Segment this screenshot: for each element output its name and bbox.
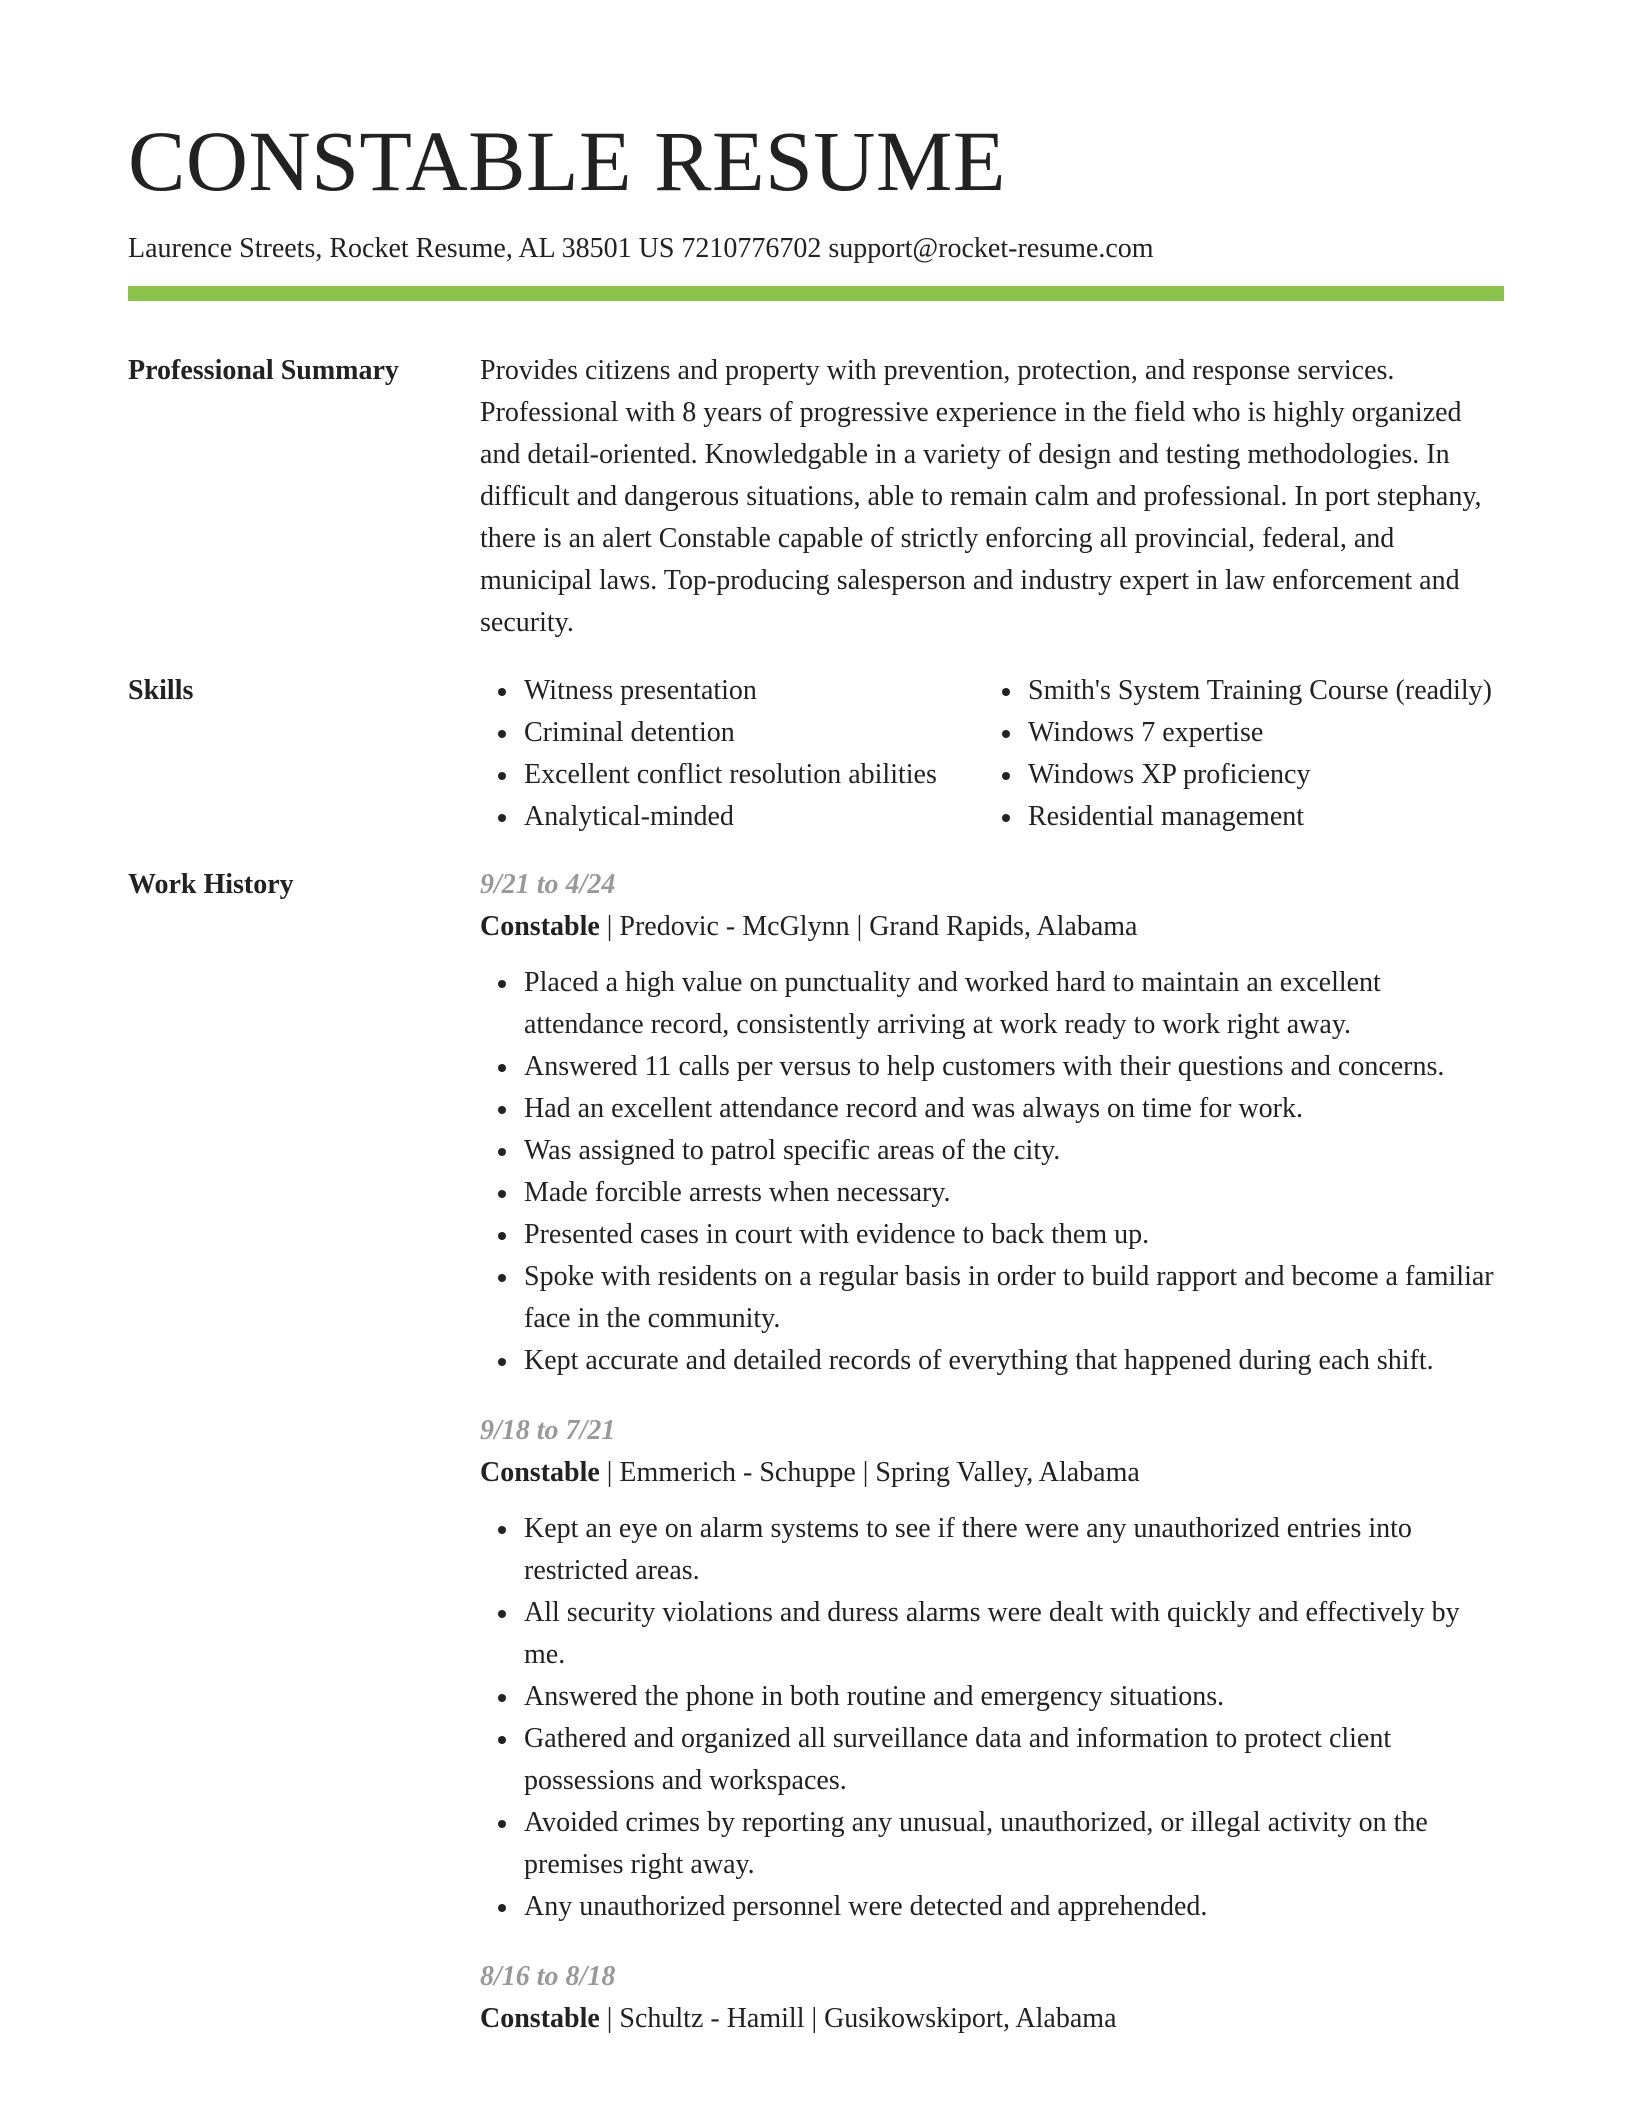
job-employer-location: | Predovic - McGlynn | Grand Rapids, Alabama <box>599 911 1138 942</box>
section-body-summary <box>480 350 1504 644</box>
job-entry <box>480 1956 1504 2040</box>
skill-item: Witness presentation <box>524 670 984 712</box>
job-duties-list <box>480 1508 1504 1928</box>
work-history-section <box>128 864 1504 2068</box>
job-duty: Presented cases in court with evidence to back them up. <box>524 1214 1504 1256</box>
job-employer-location: | Schultz - Hamill | Gusikowskiport, Alabama <box>599 2003 1117 2034</box>
job-title: Constable <box>480 2003 600 2034</box>
job-entry <box>480 1410 1504 1928</box>
job-duty: Avoided crimes by reporting any unusual, unauthorized, or illegal activity on the premises right away. <box>524 1802 1504 1886</box>
section-label-skills: Skills <box>128 675 194 706</box>
job-duty: Spoke with residents on a regular basis in order to build rapport and become a familiar face in the community. <box>524 1256 1504 1340</box>
contact-line: Laurence Streets, Rocket Resume, AL 38501 US 7210776702 support@rocket-resume.com <box>128 233 1154 264</box>
job-duty: Made forcible arrests when necessary. <box>524 1172 1504 1214</box>
job-duty: Answered 11 calls per versus to help customers with their questions and concerns. <box>524 1046 1504 1088</box>
skills-lists <box>480 670 1504 838</box>
job-title-line <box>480 906 1504 948</box>
job-title-line <box>480 1998 1504 2040</box>
job-title: Constable <box>480 911 600 942</box>
skills-column-2 <box>984 670 1504 838</box>
job-duty: Kept accurate and detailed records of everything that happened during each shift. <box>524 1340 1504 1382</box>
skill-item: Windows 7 expertise <box>1028 712 1504 754</box>
section-label-summary: Professional Summary <box>128 355 399 386</box>
job-duty: Had an excellent attendance record and was always on time for work. <box>524 1088 1504 1130</box>
job-duty: Answered the phone in both routine and emergency situations. <box>524 1676 1504 1718</box>
skills-section <box>128 670 1504 838</box>
job-duty: Kept an eye on alarm systems to see if there were any unauthorized entries into restricted areas. <box>524 1508 1504 1592</box>
job-dates: 9/21 to 4/24 <box>480 869 616 900</box>
job-duty: Placed a high value on punctuality and worked hard to maintain an excellent attendance record, consistently arriving at work ready to work right away. <box>524 962 1504 1046</box>
skill-item: Analytical-minded <box>524 796 984 838</box>
skill-item: Windows XP proficiency <box>1028 754 1504 796</box>
job-title-line <box>480 1452 1504 1494</box>
section-label-work-history: Work History <box>128 869 294 900</box>
job-entry <box>480 864 1504 1382</box>
skill-item: Residential management <box>1028 796 1504 838</box>
job-duty: Was assigned to patrol specific areas of the city. <box>524 1130 1504 1172</box>
skill-item: Smith's System Training Course (readily) <box>1028 670 1504 712</box>
skill-item: Excellent conflict resolution abilities <box>524 754 984 796</box>
job-employer-location: | Emmerich - Schuppe | Spring Valley, Alabama <box>599 1457 1140 1488</box>
job-duties-list <box>480 962 1504 1382</box>
summary-text: Provides citizens and property with prevention, protection, and response services. Professional with 8 years of progressive experience in the field who is highly organized and detail-oriented. Knowledgable in a variety of design and testing methodologies. In difficult and dangerous situations, able to remain calm and professional. In port stephany, there is an alert Constable capable of strictly enforcing all provincial, federal, and municipal laws. Top-producing salesperson and industry expert in law enforcement and security. <box>480 355 1482 638</box>
job-dates: 8/16 to 8/18 <box>480 1961 616 1992</box>
job-duty: Gathered and organized all surveillance data and information to protect client possessions and workspaces. <box>524 1718 1504 1802</box>
section-body-work-history <box>480 864 1504 2068</box>
resume-title: CONSTABLE RESUME <box>128 113 1006 209</box>
job-duty: All security violations and duress alarms were dealt with quickly and effectively by me. <box>524 1592 1504 1676</box>
resume-content <box>128 350 1504 2094</box>
professional-summary-section <box>128 350 1504 644</box>
job-title: Constable <box>480 1457 600 1488</box>
job-dates: 9/18 to 7/21 <box>480 1415 616 1446</box>
job-duty: Any unauthorized personnel were detected and apprehended. <box>524 1886 1504 1928</box>
skill-item: Criminal detention <box>524 712 984 754</box>
skills-column-1 <box>480 670 984 838</box>
accent-divider <box>128 286 1504 301</box>
